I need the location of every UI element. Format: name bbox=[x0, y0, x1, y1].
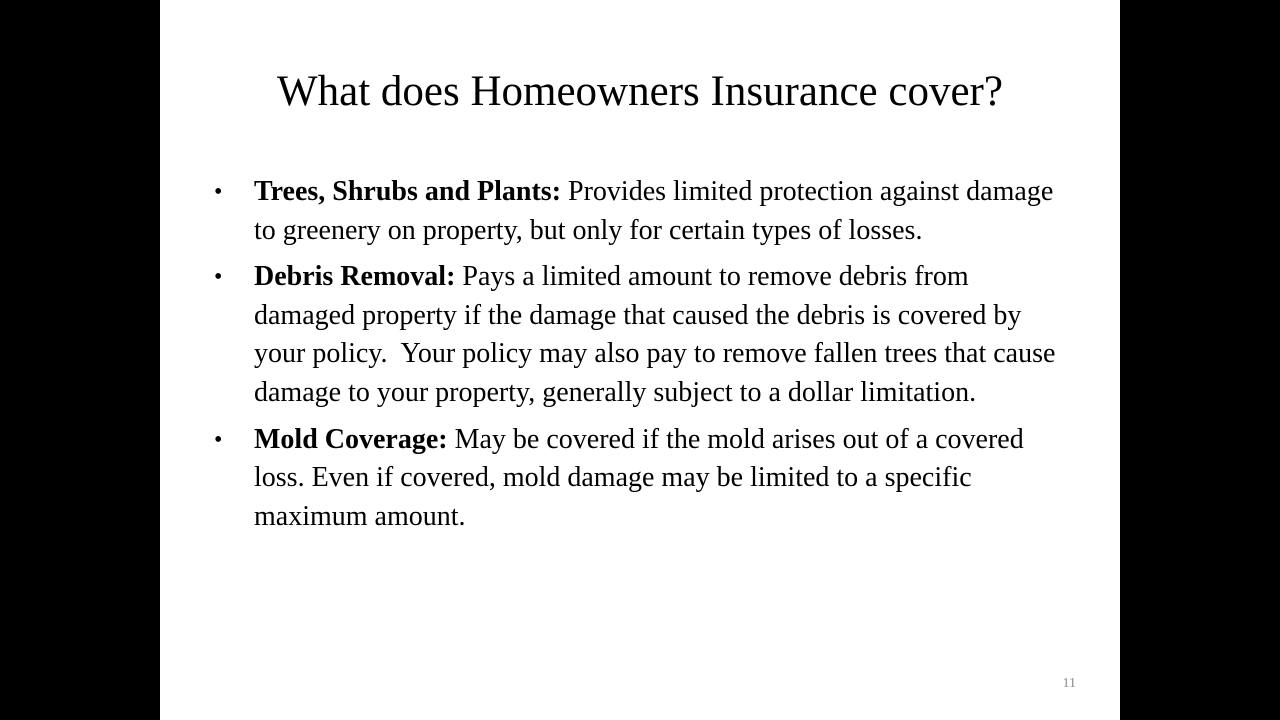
bullet-item-trees-shrubs-plants bbox=[214, 173, 1074, 250]
page-number: 11 bbox=[1062, 676, 1076, 691]
slide-title: What does Homeowners Insurance cover? bbox=[277, 68, 1003, 115]
slide bbox=[160, 0, 1120, 720]
bullet-term: Trees, Shrubs and Plants: bbox=[254, 176, 569, 207]
bullet-icon: • bbox=[214, 264, 223, 291]
bullet-icon: • bbox=[214, 426, 223, 453]
bullet-description: Pays a limited amount to remove debris from damaged property if the damage that caused the debris is covered by your policy. Your policy may also pay to remove fallen trees that cause damage to your property, generally subject to a dollar limitation. bbox=[254, 261, 1063, 408]
bullet-term: Debris Removal: bbox=[254, 261, 463, 293]
bullet-term: Mold Coverage: bbox=[254, 423, 455, 455]
letterbox-left bbox=[0, 0, 160, 720]
bullet-item-mold-coverage bbox=[214, 421, 1074, 537]
letterbox-right bbox=[1120, 0, 1280, 720]
bullet-item-debris-removal bbox=[214, 258, 1074, 412]
bullet-description: Provides limited protection against damage to greenery on property, but only for certain types of losses. bbox=[254, 176, 1061, 246]
bullet-description: May be covered if the mold arises out of a covered loss. Even if covered, mold damage may be limited to a specific maximum amount. bbox=[254, 423, 1031, 532]
bullet-list bbox=[214, 173, 1074, 544]
bullet-icon: • bbox=[214, 179, 223, 205]
